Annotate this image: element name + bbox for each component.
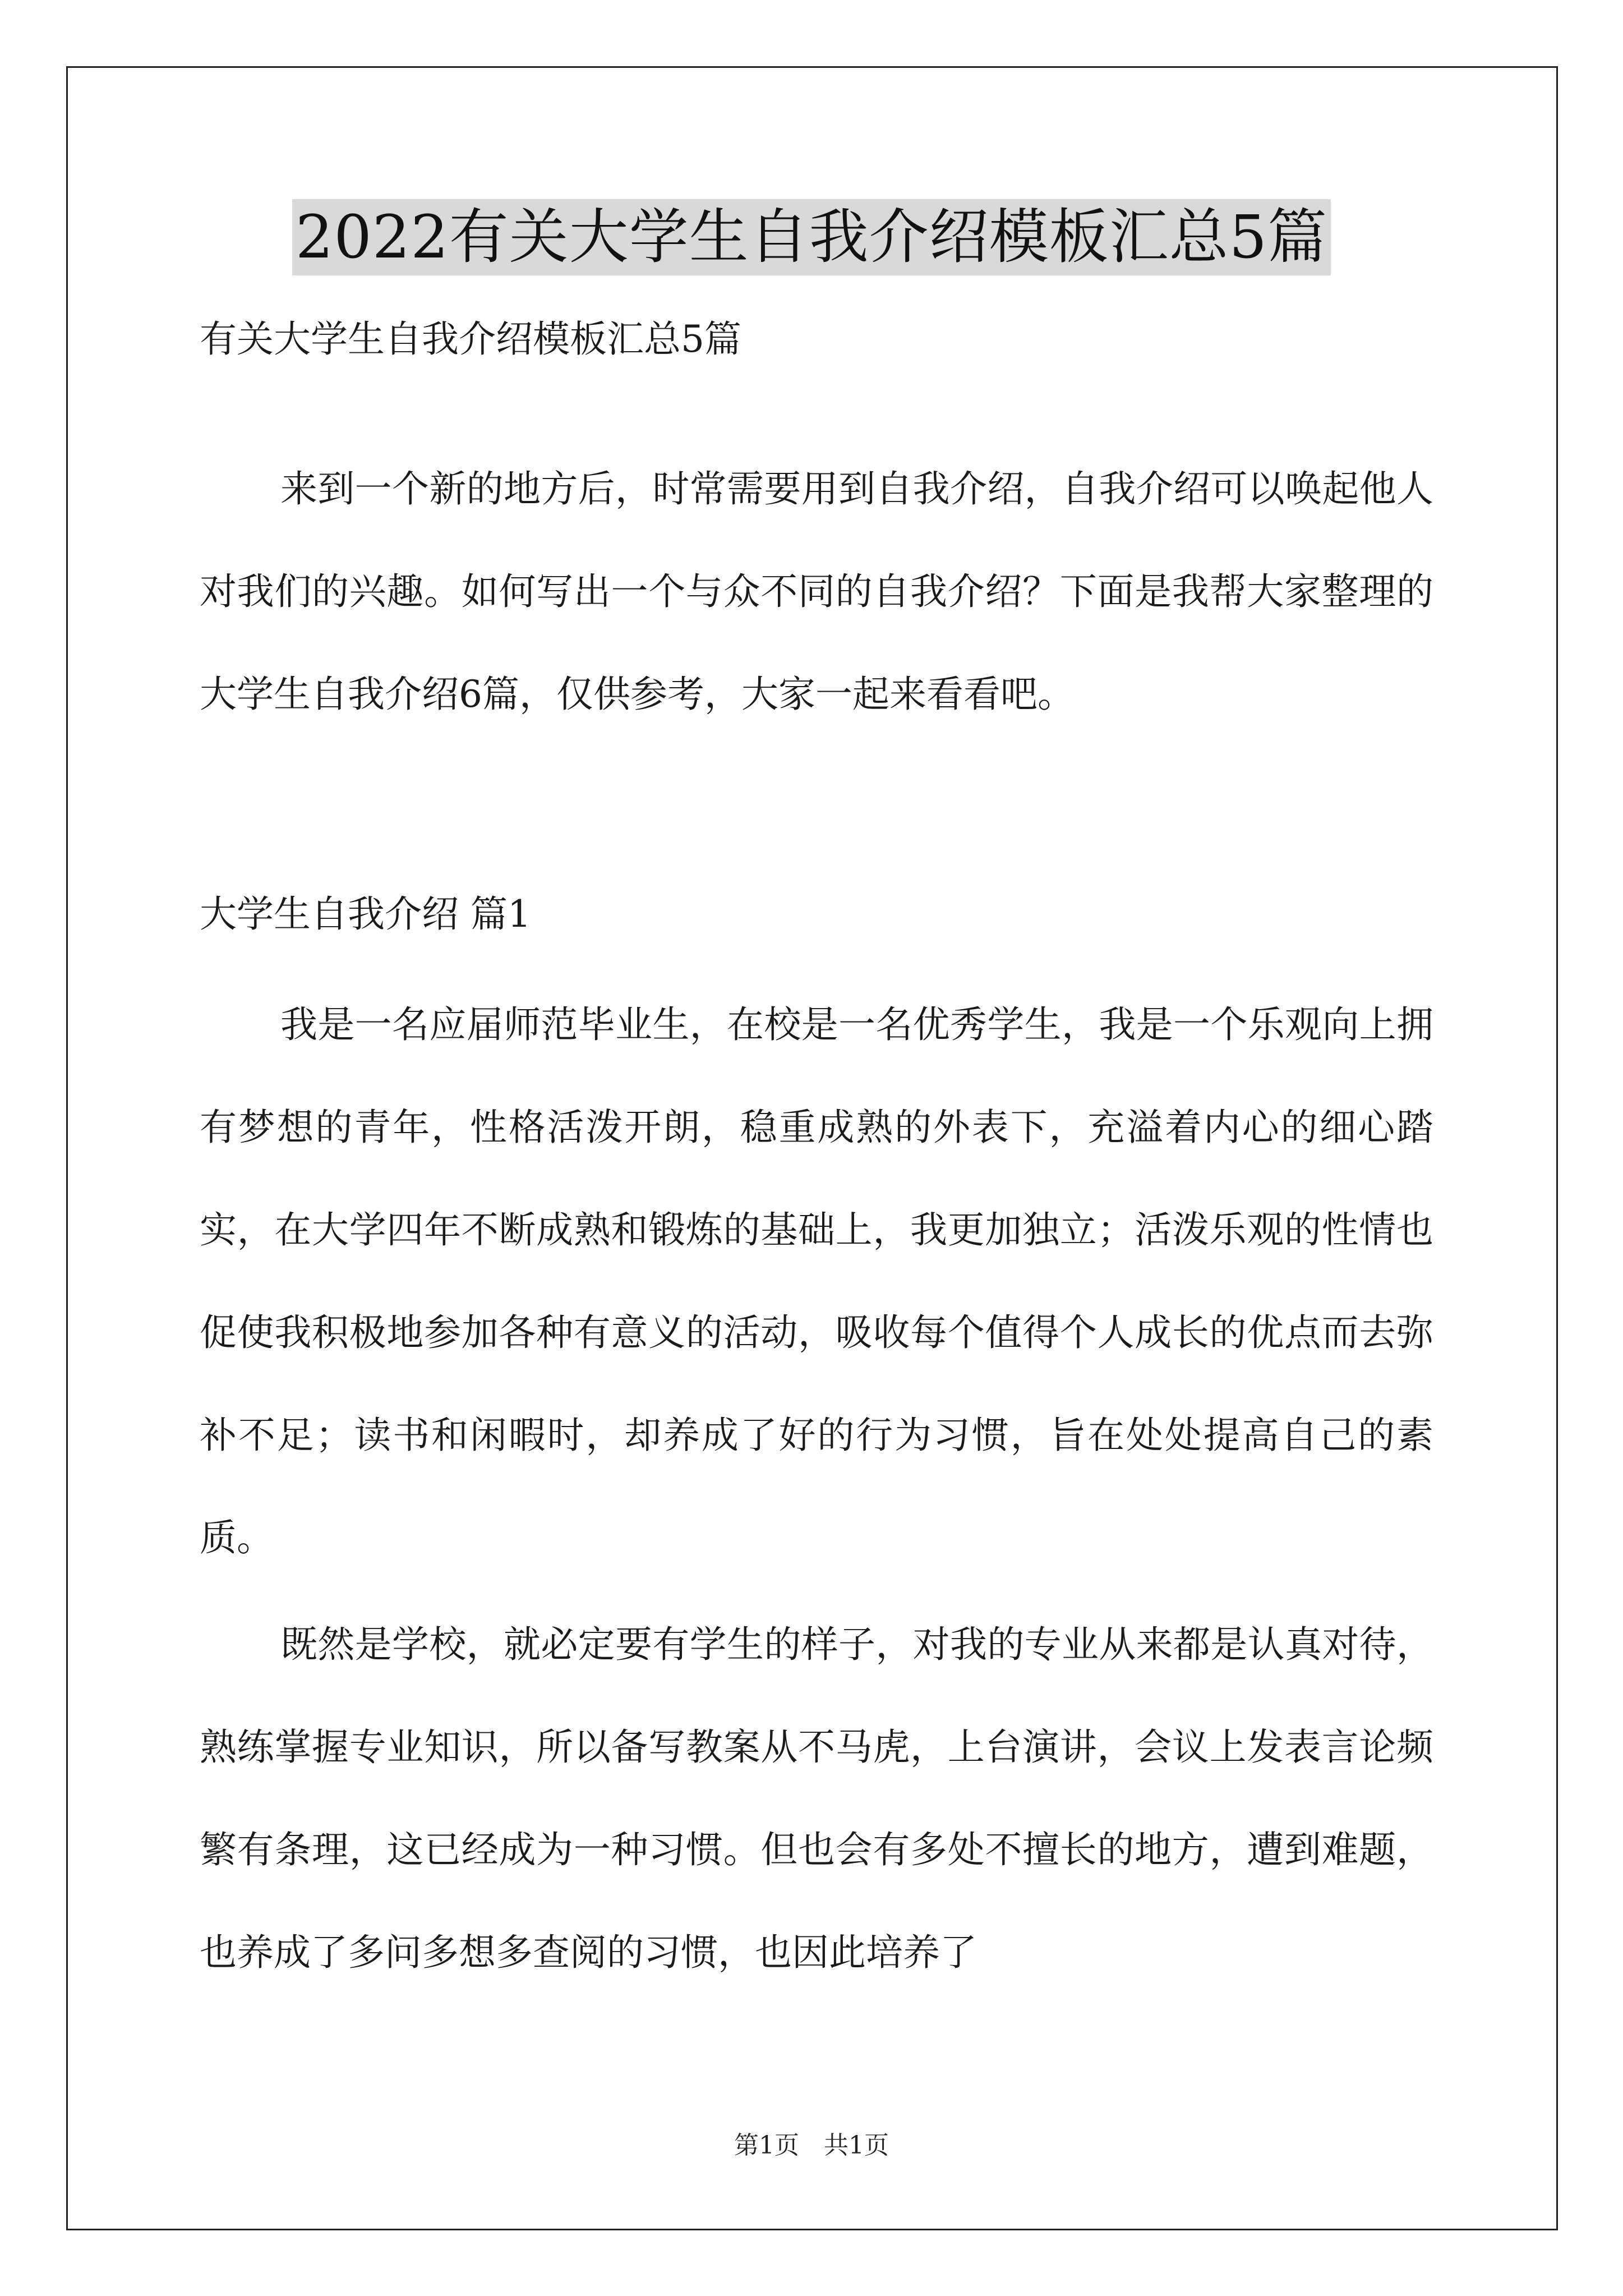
document-title: 2022有关大学生自我介绍模板汇总5篇 — [292, 199, 1331, 275]
body-paragraph-2: 既然是学校，就必定要有学生的样子，对我的专业从来都是认真对待，熟练掌握专业知识，所以备写教案从不马虎，上台演讲，会议上发表言论频繁有条理，这已经成为一种习惯。但也会有多处不擅长的地方，遭到难题，也养成了多问多想多查阅的习惯，也因此培养了 — [200, 1623, 1433, 1974]
title-container — [0, 199, 1623, 275]
intro-paragraph: 来到一个新的地方后，时常需要用到自我介绍，自我介绍可以唤起他人对我们的兴趣。如何写出一个与众不同的自我介绍？下面是我帮大家整理的大学生自我介绍6篇，仅供参考，大家一起来看看吧。 — [200, 467, 1433, 716]
section-heading: 大学生自我介绍 篇1 — [200, 892, 531, 936]
document-subtitle: 有关大学生自我介绍模板汇总5篇 — [200, 318, 741, 361]
page-footer: 第1页 共1页 — [734, 2131, 889, 2160]
body-paragraph-1: 我是一名应届师范毕业生，在校是一名优秀学生，我是一个乐观向上拥有梦想的青年，性格活泼开朗，稳重成熟的外表下，充溢着内心的细心踏实，在大学四年不断成熟和锻炼的基础上，我更加独立；活泼乐观的性情也促使我积极地参加各种有意义的活动，吸收每个值得个人成长的优点而去弥补不足；读书和闲暇时，却养成了好的行为习惯，旨在处处提高自己的素质。 — [200, 1003, 1433, 1559]
